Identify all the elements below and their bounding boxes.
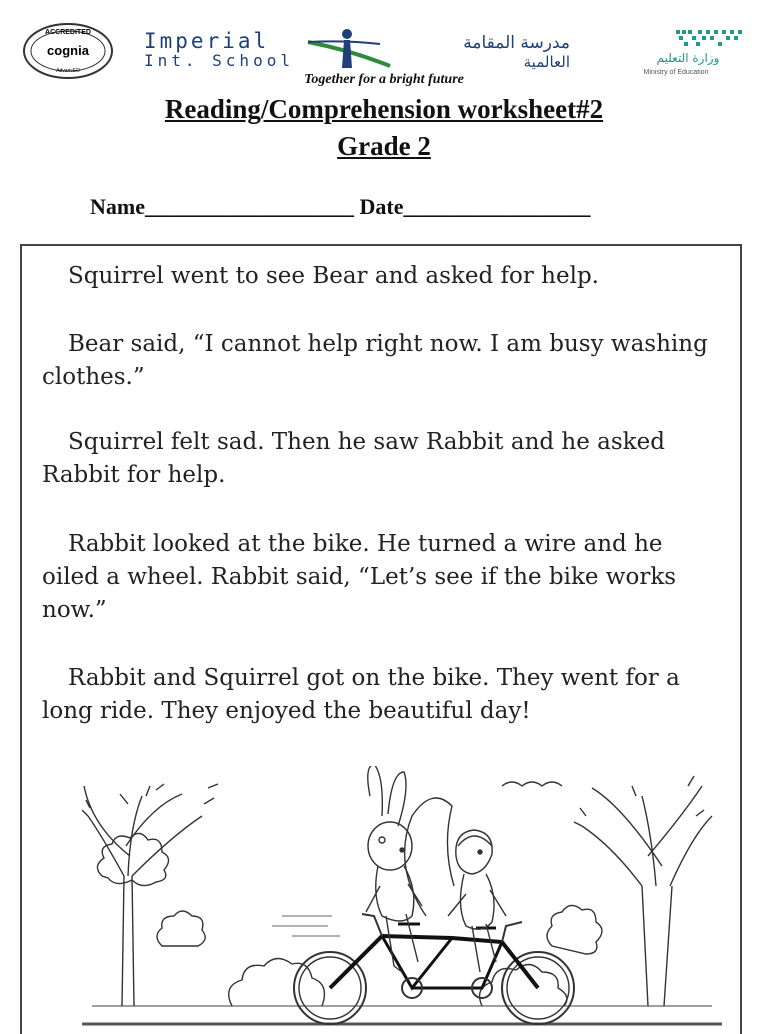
school-name-en-line2: Int. School	[144, 51, 294, 70]
right-tree	[502, 776, 712, 1006]
passage-paragraph-3: Squirrel felt sad. Then he saw Rabbit and he asked Rabbit for help.	[42, 429, 665, 488]
ministry-name-ar: وزارة التعليم	[656, 51, 720, 65]
left-tree	[82, 784, 218, 1006]
bike-ride-illustration	[82, 766, 722, 1034]
school-name-ar-line1: مدرسة المقامة	[463, 33, 570, 53]
name-field[interactable]: Name___________________	[90, 194, 360, 219]
worksheet-title: Reading/Comprehension worksheet#2	[164, 94, 604, 124]
passage-paragraph-5: Rabbit and Squirrel got on the bike. They went for a long ride. They enjoyed the beautiful day!	[42, 665, 680, 724]
cognia-name: cognia	[47, 43, 89, 58]
squirrel-figure	[405, 798, 506, 972]
grade-heading: Grade 2	[337, 131, 431, 161]
school-logo	[140, 28, 580, 72]
cognia-bottom-text: AdvancED	[56, 68, 80, 74]
tandem-bike	[294, 914, 574, 1024]
date-field[interactable]: Date_________________	[359, 194, 591, 219]
school-name-ar-line2: العالمية	[523, 53, 570, 71]
cognia-top-text: ACCREDITED	[45, 29, 91, 36]
ministry-name-en: Ministry of Education	[643, 69, 709, 76]
passage-paragraph-2: Bear said, “I cannot help right now. I am busy washing clothes.”	[42, 331, 708, 390]
passage-paragraph-4: Rabbit looked at the bike. He turned a wire and he oiled a wheel. Rabbit said, “Let’s see if the bike works now.”	[42, 531, 677, 623]
tagline: Together for a bright future	[304, 72, 464, 87]
bushes	[229, 958, 325, 1006]
reading-passage-box	[20, 244, 742, 1034]
school-name-en-line1: Imperial	[144, 29, 270, 53]
passage-paragraph-1: Squirrel went to see Bear and asked for help.	[68, 263, 599, 289]
name-date-line	[90, 194, 590, 220]
